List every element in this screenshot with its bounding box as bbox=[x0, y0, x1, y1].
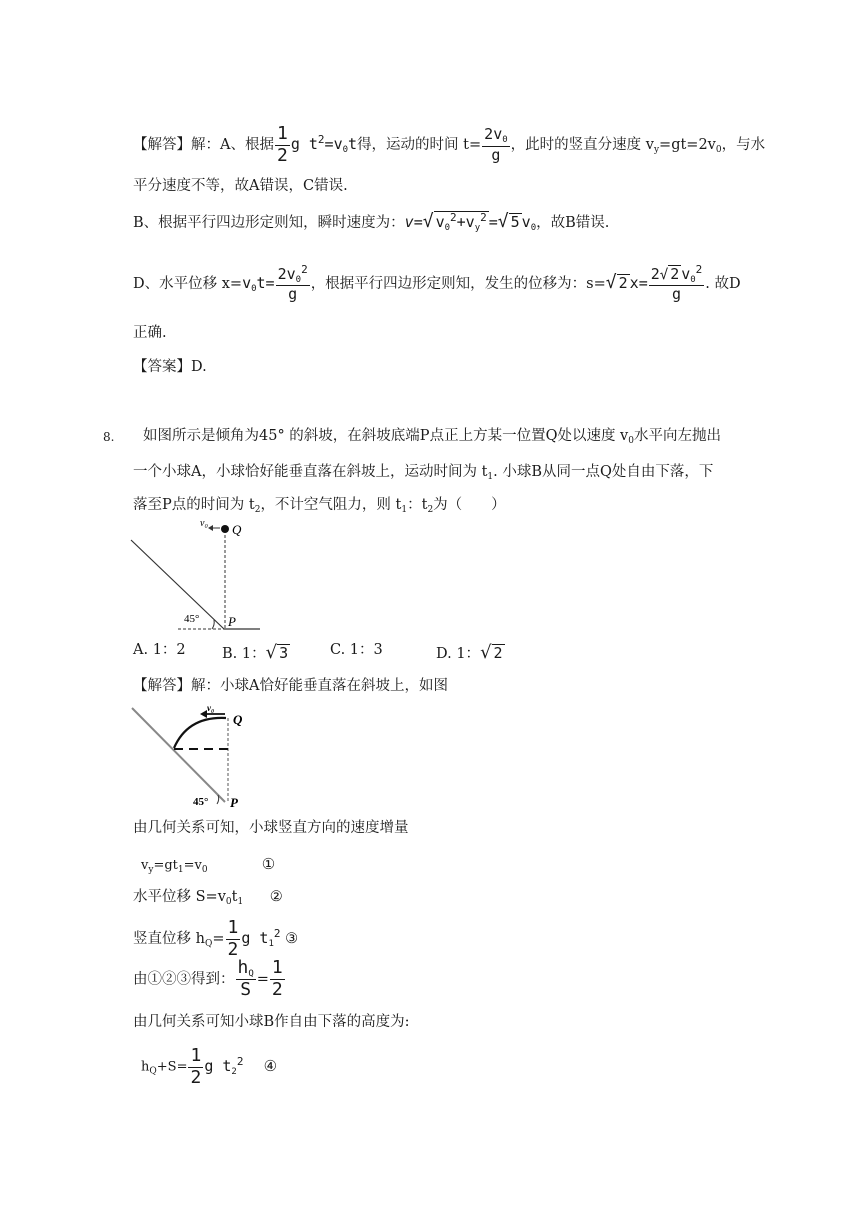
term-gt: g t bbox=[290, 135, 318, 154]
term-v: v bbox=[681, 265, 691, 283]
label-q: Q bbox=[232, 522, 242, 537]
term-gt: g t bbox=[204, 1056, 232, 1075]
sub-0: 0 bbox=[342, 145, 349, 156]
sub-1: 1 bbox=[487, 472, 494, 482]
sub-2: 2 bbox=[427, 505, 434, 515]
formula-x: $v_0t=$ bbox=[242, 273, 275, 294]
equation-marker-4: ④ bbox=[263, 1056, 278, 1075]
label-p: P bbox=[228, 614, 236, 629]
frac-den-s: S bbox=[240, 979, 252, 1001]
equation-5 bbox=[141, 1046, 277, 1088]
sqrt-symbol: √ bbox=[605, 271, 617, 293]
q-line3-mid: ，不计空气阻力，则 t bbox=[260, 497, 402, 513]
q-line2-text: 一个小球A，小球恰好能垂直落在斜坡上，运动时间为 t bbox=[133, 464, 488, 480]
term-v: v bbox=[286, 265, 296, 283]
sub-y: y bbox=[474, 223, 481, 233]
sub-0: 0 bbox=[715, 145, 722, 156]
term-t: t bbox=[256, 273, 266, 292]
sub-0: 0 bbox=[201, 865, 208, 875]
fraction-2sqrt2-v0sq-over-g: $\frac{2√ 2 v_0^2}{g}$ bbox=[650, 263, 703, 304]
option-a: A. 1：2 bbox=[133, 642, 186, 658]
sqrt-symbol: √ bbox=[265, 642, 278, 663]
sub-0: 0 bbox=[225, 897, 232, 907]
velocity-arrowhead bbox=[200, 710, 207, 718]
sub-2: 2 bbox=[254, 505, 261, 515]
term-t: t bbox=[231, 889, 238, 905]
solution-line-b bbox=[133, 211, 609, 234]
label-v0: v₀ bbox=[207, 704, 215, 713]
frac-den-g: g bbox=[671, 285, 682, 304]
solution-mid-1: 得，运动的时间 t= bbox=[357, 137, 482, 154]
equation-marker-2: ② bbox=[269, 889, 283, 905]
term-v: v bbox=[141, 858, 149, 873]
sub-q: Q bbox=[204, 939, 213, 950]
term-v: v bbox=[521, 213, 531, 231]
question-line-2 bbox=[133, 464, 713, 483]
slope-line bbox=[131, 540, 224, 629]
question-line-3 bbox=[133, 497, 506, 516]
q-line3-colon: ：t bbox=[407, 497, 428, 513]
q-line1-text: 如图所示是倾角为45° 的斜坡，在斜坡底端P点正上方某一位置Q处以速度 v bbox=[143, 428, 629, 444]
frac-num: 1 bbox=[227, 917, 239, 938]
eq3-prefix: 竖直位移 h bbox=[133, 931, 205, 948]
term-v: v bbox=[493, 125, 503, 144]
equation-4: 由①②③得到： $\frac{h_Q}{S}$ = $\frac{1}{2}$ bbox=[133, 957, 283, 1001]
fraction-2v0-over-g: $\frac{2v_0}{g}$ bbox=[484, 125, 508, 164]
sub-y: y bbox=[653, 145, 660, 156]
angle-arc bbox=[212, 620, 214, 629]
term-h: h bbox=[237, 957, 249, 978]
frac-den: 2 bbox=[190, 1066, 202, 1088]
label-angle: 45° bbox=[184, 613, 200, 625]
sub-0: 0 bbox=[530, 223, 537, 233]
slope-line bbox=[132, 708, 225, 802]
trajectory-curve bbox=[174, 718, 226, 748]
sub-0: 0 bbox=[295, 275, 302, 285]
line-b-suffix: ，故B错误. bbox=[536, 215, 610, 231]
label-angle: 45° bbox=[193, 796, 209, 808]
fraction-2v0sq-over-g: $\frac{2v_0^2}{g}$ bbox=[277, 263, 308, 304]
sub-2: 2 bbox=[231, 1066, 237, 1077]
q-line3-end: 为（ ） bbox=[433, 497, 506, 513]
sqrt-5: 5 bbox=[510, 213, 520, 231]
frac-num: 1 bbox=[190, 1045, 202, 1066]
geometry-line-2: 由几何关系可知小球B作自由下落的高度为: bbox=[133, 1014, 410, 1030]
question-number: 8. bbox=[103, 430, 115, 444]
equation-3: 竖直位移 $h_Q=$ $\frac{1}{2}$ g $t_1^2$ ③ bbox=[133, 917, 299, 960]
option-b bbox=[222, 642, 290, 664]
solution-prefix: 【解答】解：A、根据 bbox=[133, 137, 274, 154]
term-t: t bbox=[348, 135, 358, 154]
exp-2: 2 bbox=[301, 263, 308, 276]
formula-gt1sq bbox=[241, 927, 281, 950]
equation-1 bbox=[141, 855, 275, 876]
sub-0: 0 bbox=[502, 135, 508, 146]
line-b-prefix: B、根据平行四边形定则知，瞬时速度为： bbox=[133, 215, 405, 231]
option-b-radicand: 3 bbox=[279, 644, 289, 662]
equation-marker-1: ① bbox=[261, 855, 276, 873]
solution-line-1 bbox=[133, 124, 765, 166]
fraction-half bbox=[188, 1046, 203, 1088]
term-v: v bbox=[242, 273, 252, 292]
sub-q: Q bbox=[248, 969, 254, 979]
eq5-mid: +S= bbox=[156, 1059, 188, 1075]
q-line2-end: . 小球B从同一点Q处自由下落，下 bbox=[493, 464, 714, 480]
term-v: v bbox=[435, 213, 445, 231]
slope-figure-2 bbox=[130, 704, 255, 812]
term-v: v bbox=[465, 213, 475, 231]
frac-den-g: g bbox=[491, 145, 501, 164]
q-line3-text: 落至P点的时间为 t bbox=[133, 497, 255, 513]
frac-den: 2 bbox=[271, 979, 283, 1001]
exp-2: 2 bbox=[236, 1054, 244, 1068]
exp-2: 2 bbox=[480, 211, 487, 224]
eq4-prefix: 由①②③得到： bbox=[133, 971, 235, 988]
sub-1: 1 bbox=[401, 505, 408, 515]
sub-q: Q bbox=[149, 1066, 157, 1077]
solution-end: ，与水 bbox=[721, 137, 766, 154]
fraction-hq-over-s bbox=[236, 958, 256, 1001]
term-gt: g t bbox=[241, 929, 269, 948]
formula-s: √ 2 x= bbox=[605, 271, 648, 293]
sub-0: 0 bbox=[628, 436, 634, 446]
eq1-mid: =gt bbox=[153, 858, 178, 873]
frac-num: 1 bbox=[271, 957, 283, 979]
exp-2: 2 bbox=[695, 263, 703, 276]
exp-2: 2 bbox=[273, 927, 281, 941]
geometry-line-1: 由几何关系可知，小球竖直方向的速度增量 bbox=[133, 820, 409, 836]
sub-0: 0 bbox=[444, 223, 451, 233]
equation-2 bbox=[133, 889, 283, 908]
frac-den: 2 bbox=[227, 938, 239, 960]
option-d-radicand: 2 bbox=[493, 644, 503, 662]
ball-q bbox=[221, 525, 229, 533]
sqrt-2: 2 bbox=[618, 273, 628, 292]
formula-gt2sq bbox=[204, 1054, 244, 1077]
velocity-arrowhead bbox=[208, 525, 213, 531]
sqrt-symbol: √ bbox=[422, 211, 434, 232]
eq2-prefix: 水平位移 S=v bbox=[133, 889, 226, 905]
formula-velocity: v=√ $v_0^2+v_y^2$ =√ 5 $v_0$ bbox=[404, 211, 537, 233]
formula-gt2: g $t^2=v_0t$ bbox=[290, 133, 358, 156]
line-d-suffix: . 故D bbox=[705, 275, 741, 292]
term-x: x bbox=[629, 273, 639, 292]
sub-1: 1 bbox=[177, 865, 184, 875]
eq1-end: =v bbox=[183, 858, 202, 873]
frac-den: 2 bbox=[276, 144, 288, 166]
slope-figure-1 bbox=[128, 516, 268, 636]
line-d-prefix: D、水平位移 x= bbox=[133, 275, 243, 292]
label-v0: v₀ bbox=[200, 518, 208, 529]
option-b-label: B. 1： bbox=[222, 646, 266, 662]
sub-0: 0 bbox=[690, 275, 696, 285]
sqrt-symbol: √ bbox=[480, 642, 492, 663]
sub-y: y bbox=[148, 865, 154, 875]
option-d-label: D. 1： bbox=[436, 646, 481, 662]
angle-arc bbox=[217, 795, 219, 804]
exp-2: 2 bbox=[317, 133, 325, 147]
sub-1: 1 bbox=[268, 939, 274, 950]
term-v: v bbox=[333, 135, 343, 154]
solution-line-2: 平分速度不等，故A错误，C错误. bbox=[133, 178, 348, 194]
frac-num: 1 bbox=[276, 123, 288, 144]
fraction-half bbox=[270, 958, 285, 1000]
sqrt-body: $v_0^2+v_y^2$ bbox=[435, 211, 487, 233]
sqrt-symbol: √ bbox=[497, 211, 509, 232]
solution-line-d-2: 正确. bbox=[133, 325, 167, 341]
line-d-mid: ，根据平行四边形定则知，发生的位移为：s= bbox=[310, 275, 606, 292]
term-h: h bbox=[141, 1059, 150, 1075]
option-c: C. 1：3 bbox=[330, 642, 383, 658]
question-line-1 bbox=[143, 428, 721, 447]
equation-marker-3: ③ bbox=[285, 931, 299, 948]
sqrt-symbol: √ bbox=[659, 267, 669, 283]
frac-den-g: g bbox=[288, 285, 298, 304]
term-v: v bbox=[404, 213, 414, 231]
solution-mid-2: ，此时的竖直分速度 v bbox=[510, 137, 654, 154]
fraction-half bbox=[226, 918, 241, 960]
solution-line-d bbox=[133, 264, 741, 304]
option-d bbox=[436, 642, 505, 664]
solution2-intro: 【解答】解：小球A恰好能垂直落在斜坡上，如图 bbox=[133, 678, 448, 694]
exp-2: 2 bbox=[450, 211, 457, 224]
fraction-half bbox=[275, 124, 290, 166]
sub-1: 1 bbox=[237, 897, 244, 907]
solution-mid-3: =gt=2v bbox=[659, 137, 716, 154]
label-p: P bbox=[230, 795, 238, 810]
sub-0: 0 bbox=[251, 283, 257, 294]
answer-line: 【答案】D. bbox=[133, 359, 207, 375]
label-q: Q bbox=[233, 712, 243, 727]
q-line1-end: 水平向左抛出 bbox=[634, 428, 721, 444]
